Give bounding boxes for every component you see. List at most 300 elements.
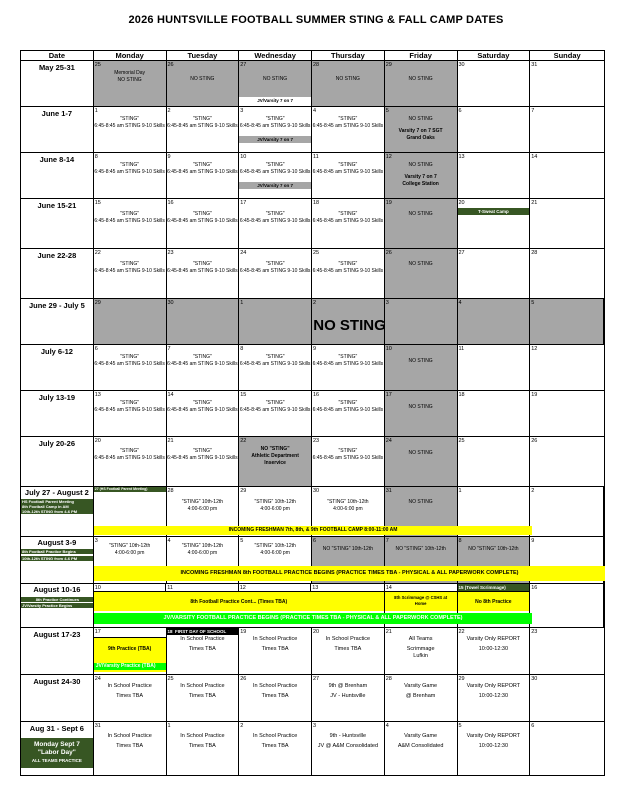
event-text: 6:45-8:45 am STING 9-10 Skills	[312, 455, 384, 461]
event-text: "STING"	[265, 116, 285, 122]
week-label: June 22-28	[21, 249, 94, 298]
day-number: 27	[94, 487, 99, 491]
day-cell	[458, 199, 531, 248]
event-text: 6:45-8:45 am STING 9-10 Skills	[94, 218, 165, 224]
week-row	[21, 722, 604, 775]
week-label: Aug 31 - Sept 6	[29, 724, 84, 733]
day-number: 3	[240, 108, 244, 114]
week-row	[21, 537, 604, 584]
week-label: May 25-31	[21, 61, 94, 106]
day-number: 1	[240, 300, 244, 306]
day-number: 3	[313, 723, 317, 729]
event-text: "STING"	[120, 211, 140, 217]
event-text: "STING" 10th-12th	[254, 499, 296, 505]
event-text: Times TBA	[116, 743, 144, 749]
week-row	[21, 391, 604, 437]
event-text: 6:45-8:45 am STING 9-10 Skills	[94, 123, 165, 129]
day-cell	[239, 107, 312, 152]
event-text: Memorial Day	[114, 70, 146, 76]
day-number: 26	[531, 438, 538, 444]
event-text: NO STING	[408, 404, 433, 410]
day-number: 20	[313, 629, 320, 635]
day-number: 27	[313, 676, 320, 682]
week-row	[21, 249, 604, 299]
event-text: "STING" 10th-12th	[108, 543, 151, 549]
event-text: 6:45-8:45 am STING 9-10 Skills	[167, 455, 238, 461]
day-cell	[312, 249, 385, 298]
event-text: Varsity Only REPORT	[466, 683, 521, 689]
day-number: 15	[458, 585, 464, 590]
day-cell	[385, 628, 458, 674]
side-note: 8th Football Camp in AM	[21, 504, 93, 509]
day-cell	[239, 628, 312, 674]
week-label: July 13-19	[21, 391, 94, 436]
week-label: August 10-16	[33, 585, 81, 594]
day-cell	[385, 391, 458, 436]
event-text: 6:45-8:45 am STING 9-10 Skills	[94, 407, 165, 413]
day-cell	[239, 675, 312, 721]
day-number: 26	[167, 62, 174, 68]
day-number: 7	[385, 538, 389, 544]
event-text: NO STING	[190, 76, 215, 82]
side-note: 8th Football Practice Begins	[21, 549, 93, 554]
day-number: 24	[385, 438, 392, 444]
event-text	[167, 628, 239, 635]
day-number: 22	[94, 250, 101, 256]
week-label: June 8-14	[21, 153, 94, 198]
day-number: 16	[531, 585, 538, 591]
event-text: "STING"	[120, 261, 140, 267]
header-tuesday: Tuesday	[167, 51, 240, 60]
day-number: 26	[240, 676, 247, 682]
event-text: 8th Scrimmage @ CSHS at	[394, 595, 448, 600]
event-text: FIRST DAY OF SCHOOL	[175, 629, 227, 634]
event-text: 6:45-8:45 am STING 9-10 Skills	[239, 218, 311, 224]
day-number: 6	[94, 346, 98, 352]
day-cell	[385, 61, 458, 106]
event-text: "STING"	[120, 448, 140, 454]
day-cell	[239, 249, 312, 298]
event-text: 9th - Huntsville	[329, 733, 367, 739]
event-text: "STING"	[338, 400, 358, 406]
header-wednesday: Wednesday	[239, 51, 312, 60]
event-text: 10:00-12:30	[478, 646, 509, 652]
day-cell	[239, 437, 312, 486]
day-number: 28	[167, 488, 174, 494]
day-number: 30	[167, 300, 174, 306]
event-text: "STING"	[338, 261, 358, 267]
day-cell	[385, 153, 458, 198]
event-text: 6:45-8:45 am STING 9-10 Skills	[312, 218, 384, 224]
day-number: 14	[385, 585, 392, 591]
event-text: Home	[414, 601, 427, 606]
day-cell	[167, 61, 240, 106]
event-text: Times TBA	[261, 693, 289, 699]
day-cell	[458, 722, 531, 775]
day-number: 29	[240, 488, 247, 494]
day-number: 28	[313, 62, 320, 68]
day-cell	[458, 153, 531, 198]
event-text: Varsity Game	[404, 683, 438, 689]
event-text: 10:00-12:30	[478, 743, 509, 749]
event-text: "STING"	[338, 354, 358, 360]
day-cell	[312, 199, 385, 248]
day-number: 6	[313, 538, 317, 544]
day-number: 19	[385, 200, 392, 206]
day-cell	[530, 487, 604, 536]
day-number: 10	[94, 585, 101, 591]
day-number: 8	[94, 154, 98, 160]
event-text: JV/Varsity 7 on 7	[257, 98, 294, 103]
day-cell	[312, 107, 385, 152]
day-number: 1	[94, 108, 98, 114]
day-number: 18	[167, 629, 173, 634]
day-cell	[239, 722, 312, 775]
day-number: 10	[385, 346, 392, 352]
day-number: 2	[531, 488, 535, 494]
day-cell	[94, 437, 167, 486]
event-text: 6:45-8:45 am STING 9-10 Skills	[167, 407, 238, 413]
event-text: In School Practice	[180, 636, 225, 642]
no-sting-banner: NO STING	[313, 317, 386, 334]
day-cell	[312, 345, 385, 390]
week-label-cell	[21, 584, 94, 627]
day-cell	[167, 628, 240, 674]
event-text: 9th @ Brenham	[328, 683, 368, 689]
event-text: "STING"	[192, 162, 212, 168]
day-number: 13	[94, 392, 101, 398]
week-row	[21, 153, 604, 199]
day-number: 15	[94, 200, 101, 206]
day-number: 21	[385, 629, 392, 635]
event-text: "STING"	[265, 261, 285, 267]
day-number: 19	[240, 629, 247, 635]
day-cell	[239, 153, 312, 198]
day-cell	[94, 249, 167, 298]
day-number: 31	[94, 723, 101, 729]
event-text: 4:00-6:00 pm	[187, 506, 218, 512]
day-number: 22	[240, 438, 247, 444]
day-cell	[167, 675, 240, 721]
day-number: 21	[167, 438, 174, 444]
day-number: 12	[531, 346, 538, 352]
event-text: "STING"	[192, 400, 212, 406]
day-number: 25	[458, 438, 465, 444]
event-text: "STING"	[265, 162, 285, 168]
event-text: In School Practice	[252, 636, 298, 642]
day-number: 6	[531, 723, 535, 729]
event-text: JV/Varsity Practice (TBA)	[94, 663, 166, 670]
event-text: 6:45-8:45 am STING 9-10 Skills	[167, 169, 238, 175]
day-number: 31	[385, 488, 392, 494]
event-text: NO STING	[408, 358, 433, 364]
week-label: June 29 - July 5	[21, 299, 94, 344]
day-number: 29	[94, 300, 101, 306]
day-number: 18	[313, 200, 320, 206]
day-number: 2	[167, 108, 171, 114]
event-text: "Labor Day"	[37, 749, 76, 756]
side-note: 8th Practice Continues	[21, 597, 93, 602]
week-row	[21, 584, 604, 628]
event-text: 6:45-8:45 am STING 9-10 Skills	[94, 361, 165, 367]
event-text: Scrimmage	[406, 646, 435, 652]
event-text: NO "STING" 10th-12th	[395, 546, 446, 552]
event-text: Times TBA	[188, 743, 216, 749]
event-text: NO STING	[408, 261, 433, 267]
day-cell	[458, 249, 531, 298]
event-text: "STING"	[338, 448, 358, 454]
event-text: NO STING	[408, 450, 433, 456]
event-text	[94, 487, 166, 492]
day-cell	[385, 722, 458, 775]
day-cell	[312, 153, 385, 198]
event-text: In School Practice	[180, 733, 225, 739]
week-label: July 6-12	[21, 345, 94, 390]
day-cell	[94, 391, 167, 436]
event-text: "STING"	[338, 211, 358, 217]
day-cell	[530, 584, 604, 627]
event-text: Varsity 7 on 7	[404, 174, 437, 180]
event-text: Inservice	[264, 460, 286, 466]
day-number: 11	[313, 154, 319, 160]
day-number: 20	[458, 200, 465, 206]
event-text: 4:00-6:00 pm	[333, 506, 363, 512]
day-cell	[94, 345, 167, 390]
day-number: 17	[94, 629, 101, 635]
day-number: 6	[458, 108, 462, 114]
event-text: "STING"	[192, 448, 212, 454]
week-label-cell	[21, 487, 94, 536]
event-text: NO "STING" 10th-12th	[322, 546, 373, 552]
event-text: JV/Varsity 7 on 7	[239, 182, 311, 189]
event-text: Varsity Only REPORT	[466, 636, 521, 642]
event-text: "STING" 10th-12th	[327, 499, 369, 505]
week-label: August 24-30	[21, 675, 94, 721]
day-number: 23	[313, 438, 320, 444]
side-note: JV/Varsity Practice Begins	[21, 603, 93, 608]
week-row	[21, 299, 604, 345]
event-text: "STING" 10th-12th	[254, 543, 296, 549]
day-cell	[530, 249, 604, 298]
event-text: 6:45-8:45 am STING 9-10 Skills	[94, 169, 165, 175]
day-number: 30	[458, 62, 465, 68]
header-row	[21, 51, 604, 61]
day-number: 4	[313, 108, 317, 114]
day-cell	[312, 391, 385, 436]
event-text: 6:45-8:45 am STING 9-10 Skills	[167, 123, 238, 129]
day-number: 1	[167, 723, 171, 729]
event-text: 6:45-8:45 am STING 9-10 Skills	[239, 123, 311, 129]
event-text: "STING"	[265, 400, 285, 406]
day-cell	[530, 153, 604, 198]
day-cell	[167, 391, 240, 436]
event-text: 6:45-8:45 am STING 9-10 Skills	[239, 361, 311, 367]
event-text: (Towel Scrimmage)	[464, 585, 506, 590]
day-number: 16	[167, 200, 174, 206]
day-number: 14	[531, 154, 538, 160]
day-number: 30	[531, 676, 538, 682]
event-text: "STING"	[338, 116, 358, 122]
event-text: Times TBA	[261, 743, 289, 749]
event-text: "STING"	[338, 162, 358, 168]
day-number: 24	[94, 676, 101, 682]
header-sunday: Sunday	[553, 51, 581, 60]
day-cell	[167, 437, 240, 486]
day-number: 23	[167, 250, 174, 256]
week-label: July 20-26	[21, 437, 94, 486]
event-text: 10:00-12:30	[478, 693, 509, 699]
day-cell	[312, 722, 385, 775]
event-text: "STING"	[120, 116, 140, 122]
event-text: Varsity Only REPORT	[466, 733, 521, 739]
day-cell	[94, 199, 167, 248]
event-text: "STING"	[192, 116, 212, 122]
event-text: "STING"	[265, 211, 285, 217]
week-row	[21, 437, 604, 487]
week-label: August 3-9	[37, 538, 77, 547]
day-number: 16	[313, 392, 320, 398]
header-date: Date	[21, 51, 94, 60]
day-cell	[167, 345, 240, 390]
day-number: 17	[240, 200, 247, 206]
event-text: "STING"	[120, 162, 140, 168]
event-text: A&M Consolidated	[397, 743, 444, 749]
day-number: 25	[313, 250, 320, 256]
day-number: 10	[240, 154, 247, 160]
day-number: 11	[458, 346, 465, 352]
event-text: 6:45-8:45 am STING 9-10 Skills	[167, 218, 238, 224]
event-text: All Teams	[408, 636, 433, 642]
day-number: 9	[167, 154, 171, 160]
event-text: In School Practice	[107, 683, 152, 689]
day-cell	[385, 437, 458, 486]
event-text: (HS Football Parent Meeting)	[99, 487, 148, 491]
header-saturday: Saturday	[458, 51, 531, 60]
event-text: 6:45-8:45 am STING 9-10 Skills	[312, 361, 384, 367]
day-cell	[167, 199, 240, 248]
day-number: 4	[458, 300, 462, 306]
day-number: 5	[385, 108, 389, 114]
day-number: 28	[385, 676, 392, 682]
day-number: 14	[167, 392, 174, 398]
event-text: JV/Varsity 7 on 7	[239, 136, 311, 143]
event-text: NO "STING" 10th-12th	[468, 546, 519, 552]
day-number: 5	[531, 300, 535, 306]
day-cell	[94, 628, 167, 674]
day-number: 26	[385, 250, 392, 256]
event-text: In School Practice	[107, 733, 152, 739]
event-text: "STING" 10th-12th	[181, 543, 224, 549]
day-number: 27	[240, 62, 247, 68]
week-row	[21, 487, 604, 537]
day-cell	[530, 199, 604, 248]
day-cell	[458, 628, 531, 674]
day-cell	[385, 249, 458, 298]
day-number: 13	[312, 585, 319, 591]
event-text: In School Practice	[325, 636, 371, 642]
day-number: 9	[313, 346, 317, 352]
day-cell	[239, 345, 312, 390]
event-text: 6:45-8:45 am STING 9-10 Skills	[94, 455, 165, 461]
week-label-cell	[21, 722, 94, 775]
event-text: Times TBA	[188, 693, 216, 699]
event-text: 4:00-6:00 pm	[260, 550, 290, 556]
header-thursday: Thursday	[312, 51, 385, 60]
event-text: Varsity Game	[404, 733, 438, 739]
day-cell	[94, 107, 167, 152]
side-note: 10th-12th STING from 4-6 PM	[21, 509, 93, 514]
side-note: HS Football Parent Meeting	[21, 499, 93, 504]
week-row	[21, 199, 604, 249]
day-number: 5	[240, 538, 244, 544]
day-number: 22	[458, 629, 465, 635]
day-number: 2	[240, 723, 244, 729]
event-text: 6:45-8:45 am STING 9-10 Skills	[312, 123, 384, 129]
event-text: Lufkin	[413, 653, 428, 659]
event-text: In School Practice	[252, 733, 298, 739]
event-text: NO STING	[408, 211, 433, 217]
week-label-cell	[21, 537, 94, 583]
day-cell	[458, 391, 531, 436]
day-number: 3	[94, 538, 98, 544]
event-text: 6:45-8:45 am STING 9-10 Skills	[239, 169, 311, 175]
day-number: 12	[385, 154, 392, 160]
event-text: Varsity 7 on 7 SGT	[398, 128, 443, 134]
day-cell	[94, 722, 167, 775]
side-note: 10th-12th STING from 4-6 PM	[21, 556, 93, 561]
day-number: 4	[167, 538, 171, 544]
day-cell	[312, 675, 385, 721]
event-text: 4:00-6:00 pm	[187, 550, 218, 556]
event-text: Times TBA	[334, 646, 362, 652]
day-number: 30	[313, 488, 320, 494]
day-number: 3	[385, 300, 389, 306]
event-text: NO STING	[408, 116, 433, 122]
event-text: 6:45-8:45 am STING 9-10 Skills	[312, 268, 384, 274]
week-row	[21, 345, 604, 391]
day-cell	[530, 345, 604, 390]
day-cell	[458, 61, 531, 106]
event-text: "STING"	[120, 400, 140, 406]
event-text: 4:00-6:00 pm	[260, 506, 290, 512]
day-number: 7	[531, 108, 535, 114]
day-cell	[530, 107, 604, 152]
day-number: 9	[531, 538, 535, 544]
event-text: 6:45-8:45 am STING 9-10 Skills	[167, 361, 238, 367]
event-text: NO STING	[408, 499, 433, 505]
day-number: 12	[239, 585, 246, 591]
week-row	[21, 61, 604, 107]
freshman-camp-banner: INCOMING FRESHMAN 7th, 8th, & 9th FOOTBALL CAMP 8:00-11:00 AM	[94, 526, 532, 535]
event-text	[458, 584, 530, 591]
day-cell	[167, 153, 240, 198]
day-cell	[530, 61, 604, 106]
event-text: No 8th Practice	[475, 599, 512, 605]
day-number: 11	[167, 585, 173, 591]
day-number: 5	[458, 723, 462, 729]
event-text: In School Practice	[180, 683, 225, 689]
day-number: 29	[458, 676, 465, 682]
event-text: "STING"	[265, 354, 285, 360]
event-text: 6:45-8:45 am STING 9-10 Skills	[239, 407, 311, 413]
week-row	[21, 675, 604, 722]
event-text: Athletic Department	[251, 453, 299, 459]
header-friday: Friday	[385, 51, 458, 60]
day-number: 8	[240, 346, 244, 352]
day-number: 29	[385, 62, 392, 68]
day-cell	[385, 345, 458, 390]
day-number: 23	[531, 629, 538, 635]
